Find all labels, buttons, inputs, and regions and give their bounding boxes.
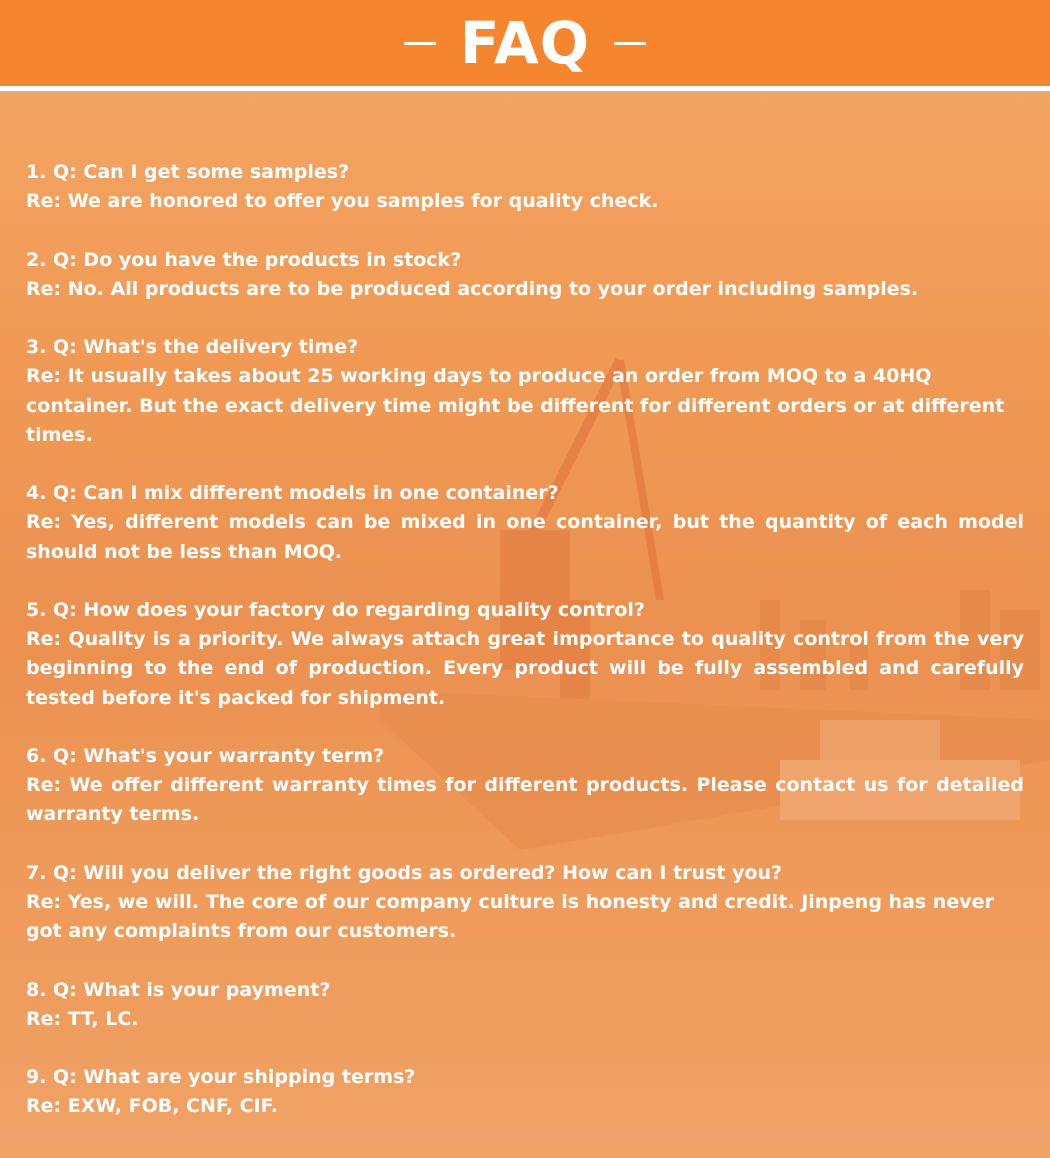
- faq-answer: Re: EXW, FOB, CNF, CIF.: [26, 1095, 279, 1118]
- faq-item: [26, 976, 1024, 1034]
- faq-item: [26, 158, 1024, 216]
- faq-answer: Re: No. All products are to be produced according to your order including samples.: [26, 277, 919, 300]
- title-dash-left: [404, 42, 436, 45]
- faq-item: [26, 859, 1024, 947]
- faq-question: 1. Q: Can I get some samples?: [26, 161, 350, 183]
- faq-item: [26, 1063, 1024, 1121]
- faq-answer: Re: Quality is a priority. We always attach great importance to quality control from the very beginning to the end of production. Every product will be fully assembled and carefully tested before it's packed for shipment.: [26, 628, 1024, 709]
- faq-question: 4. Q: Can I mix different models in one container?: [26, 482, 559, 505]
- faq-question: 3. Q: What's the delivery time?: [26, 336, 359, 359]
- header-divider: [0, 86, 1050, 91]
- faq-item: [26, 596, 1024, 713]
- faq-answer: Re: Yes, we will. The core of our company culture is honesty and credit. Jinpeng has never got any complaints from our customers.: [26, 890, 994, 943]
- faq-header: [0, 0, 1050, 86]
- faq-answer: Re: TT, LC.: [26, 1007, 139, 1030]
- faq-question: 7. Q: Will you deliver the right goods as ordered? How can I trust you?: [26, 861, 783, 884]
- faq-list: [26, 158, 1024, 1151]
- faq-answer: Re: It usually takes about 25 working days to produce an order from MOQ to a 40HQ container. But the exact delivery time might be different for different orders or at different times.: [26, 365, 1005, 446]
- faq-answer: Re: Yes, different models can be mixed in one container, but the quantity of each model should not be less than MOQ.: [26, 511, 1024, 563]
- faq-item: [26, 479, 1024, 567]
- page-title: FAQ: [459, 9, 591, 77]
- faq-answer: Re: We offer different warranty times for different products. Please contact us for detailed warranty terms.: [26, 774, 1024, 826]
- faq-answer: Re: We are honored to offer you samples for quality check.: [26, 190, 659, 213]
- faq-question: 2. Q: Do you have the products in stock?: [26, 248, 462, 271]
- faq-item: [26, 742, 1024, 830]
- faq-item: [26, 333, 1024, 450]
- faq-question: 9. Q: What are your shipping terms?: [26, 1066, 416, 1089]
- title-dash-right: [614, 42, 646, 45]
- faq-question: 6. Q: What's your warranty term?: [26, 744, 385, 767]
- faq-question: 8. Q: What is your payment?: [26, 978, 331, 1001]
- faq-item: [26, 246, 1024, 304]
- faq-question: 5. Q: How does your factory do regarding quality control?: [26, 598, 645, 621]
